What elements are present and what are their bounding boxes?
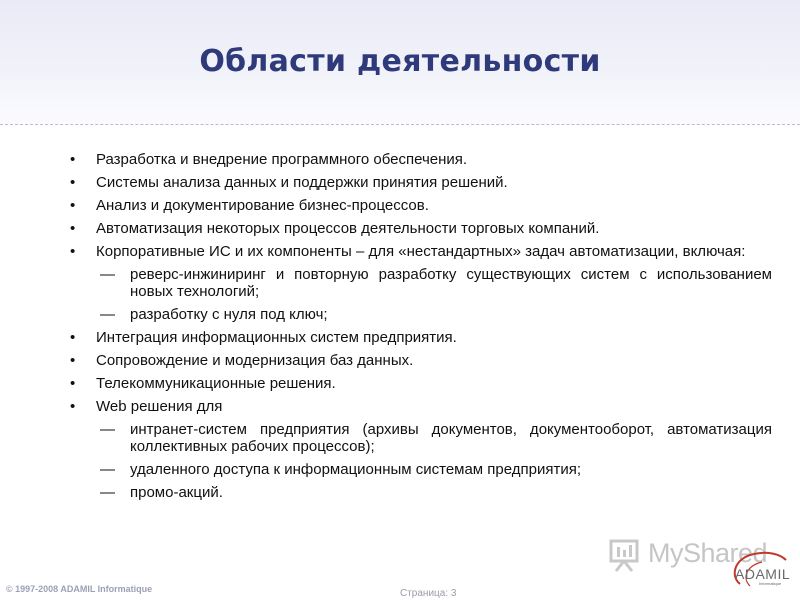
bullet-icon: • — [70, 220, 76, 237]
dash-icon: — — [100, 421, 115, 438]
adamil-logo — [728, 548, 796, 588]
bullet-icon: • — [70, 243, 76, 260]
presentation-icon — [608, 538, 644, 572]
sub-list-item-text: реверс-инжиниринг и повторную разработку существующих систем с использованием новых технологий; — [130, 266, 772, 300]
sub-list-item — [70, 484, 772, 501]
bullet-icon: • — [70, 352, 76, 369]
list-item — [70, 398, 772, 415]
sub-list-item-text: разработку с нуля под ключ; — [130, 306, 328, 323]
list-item — [70, 174, 772, 191]
list-item-text: Разработка и внедрение программного обеспечения. — [96, 151, 468, 168]
dash-icon: — — [100, 484, 115, 501]
bullet-icon: • — [70, 375, 76, 392]
list-item — [70, 375, 772, 392]
bullet-icon: • — [70, 398, 76, 415]
company-name: ADAMIL — [735, 566, 791, 582]
sub-list-item — [70, 306, 772, 323]
slide-content — [70, 151, 772, 507]
sub-list-item-text: удаленного доступа к информационным системам предприятия; — [130, 461, 582, 478]
dash-icon: — — [100, 461, 115, 478]
dash-icon: — — [100, 306, 115, 323]
list-item-text: Сопровождение и модернизация баз данных. — [96, 352, 414, 369]
dash-icon: — — [100, 266, 115, 283]
sub-list-item — [70, 421, 772, 455]
bullet-icon: • — [70, 174, 76, 191]
sub-list-item-text: промо-акций. — [130, 484, 223, 501]
slide-title: Области деятельности — [199, 44, 601, 79]
copyright-text: © 1997-2008 ADAMIL Informatique — [6, 584, 153, 594]
sub-list-item — [70, 461, 772, 478]
list-item-text: Телекоммуникационные решения. — [96, 375, 336, 392]
bullet-icon: • — [70, 329, 76, 346]
list-item — [70, 329, 772, 346]
list-item-text: Интеграция информационных систем предприятия. — [96, 329, 457, 346]
list-item — [70, 220, 772, 237]
watermark-text: MyShared — [648, 538, 768, 568]
header-divider — [0, 124, 800, 125]
list-item-text: Анализ и документирование бизнес-процессов. — [96, 197, 429, 214]
list-item-text: Системы анализа данных и поддержки принятия решений. — [96, 174, 508, 191]
list-item — [70, 197, 772, 214]
sub-list-item-text: интранет-систем предприятия (архивы документов, документооборот, автоматизация коллективных рабочих процессов); — [130, 421, 772, 455]
page-number: Страница: 3 — [400, 588, 457, 599]
list-item — [70, 243, 772, 260]
bullet-icon: • — [70, 197, 76, 214]
list-item — [70, 352, 772, 369]
list-item-text: Автоматизация некоторых процессов деятельности торговых компаний. — [96, 220, 600, 237]
bullet-icon: • — [70, 151, 76, 168]
list-item — [70, 151, 772, 168]
list-item-text: Web решения для — [96, 398, 223, 415]
company-subtitle: Informatique — [759, 581, 782, 586]
list-item-text: Корпоративные ИС и их компоненты – для «нестандартных» задач автоматизации, включая: — [96, 243, 746, 260]
sub-list-item — [70, 266, 772, 300]
